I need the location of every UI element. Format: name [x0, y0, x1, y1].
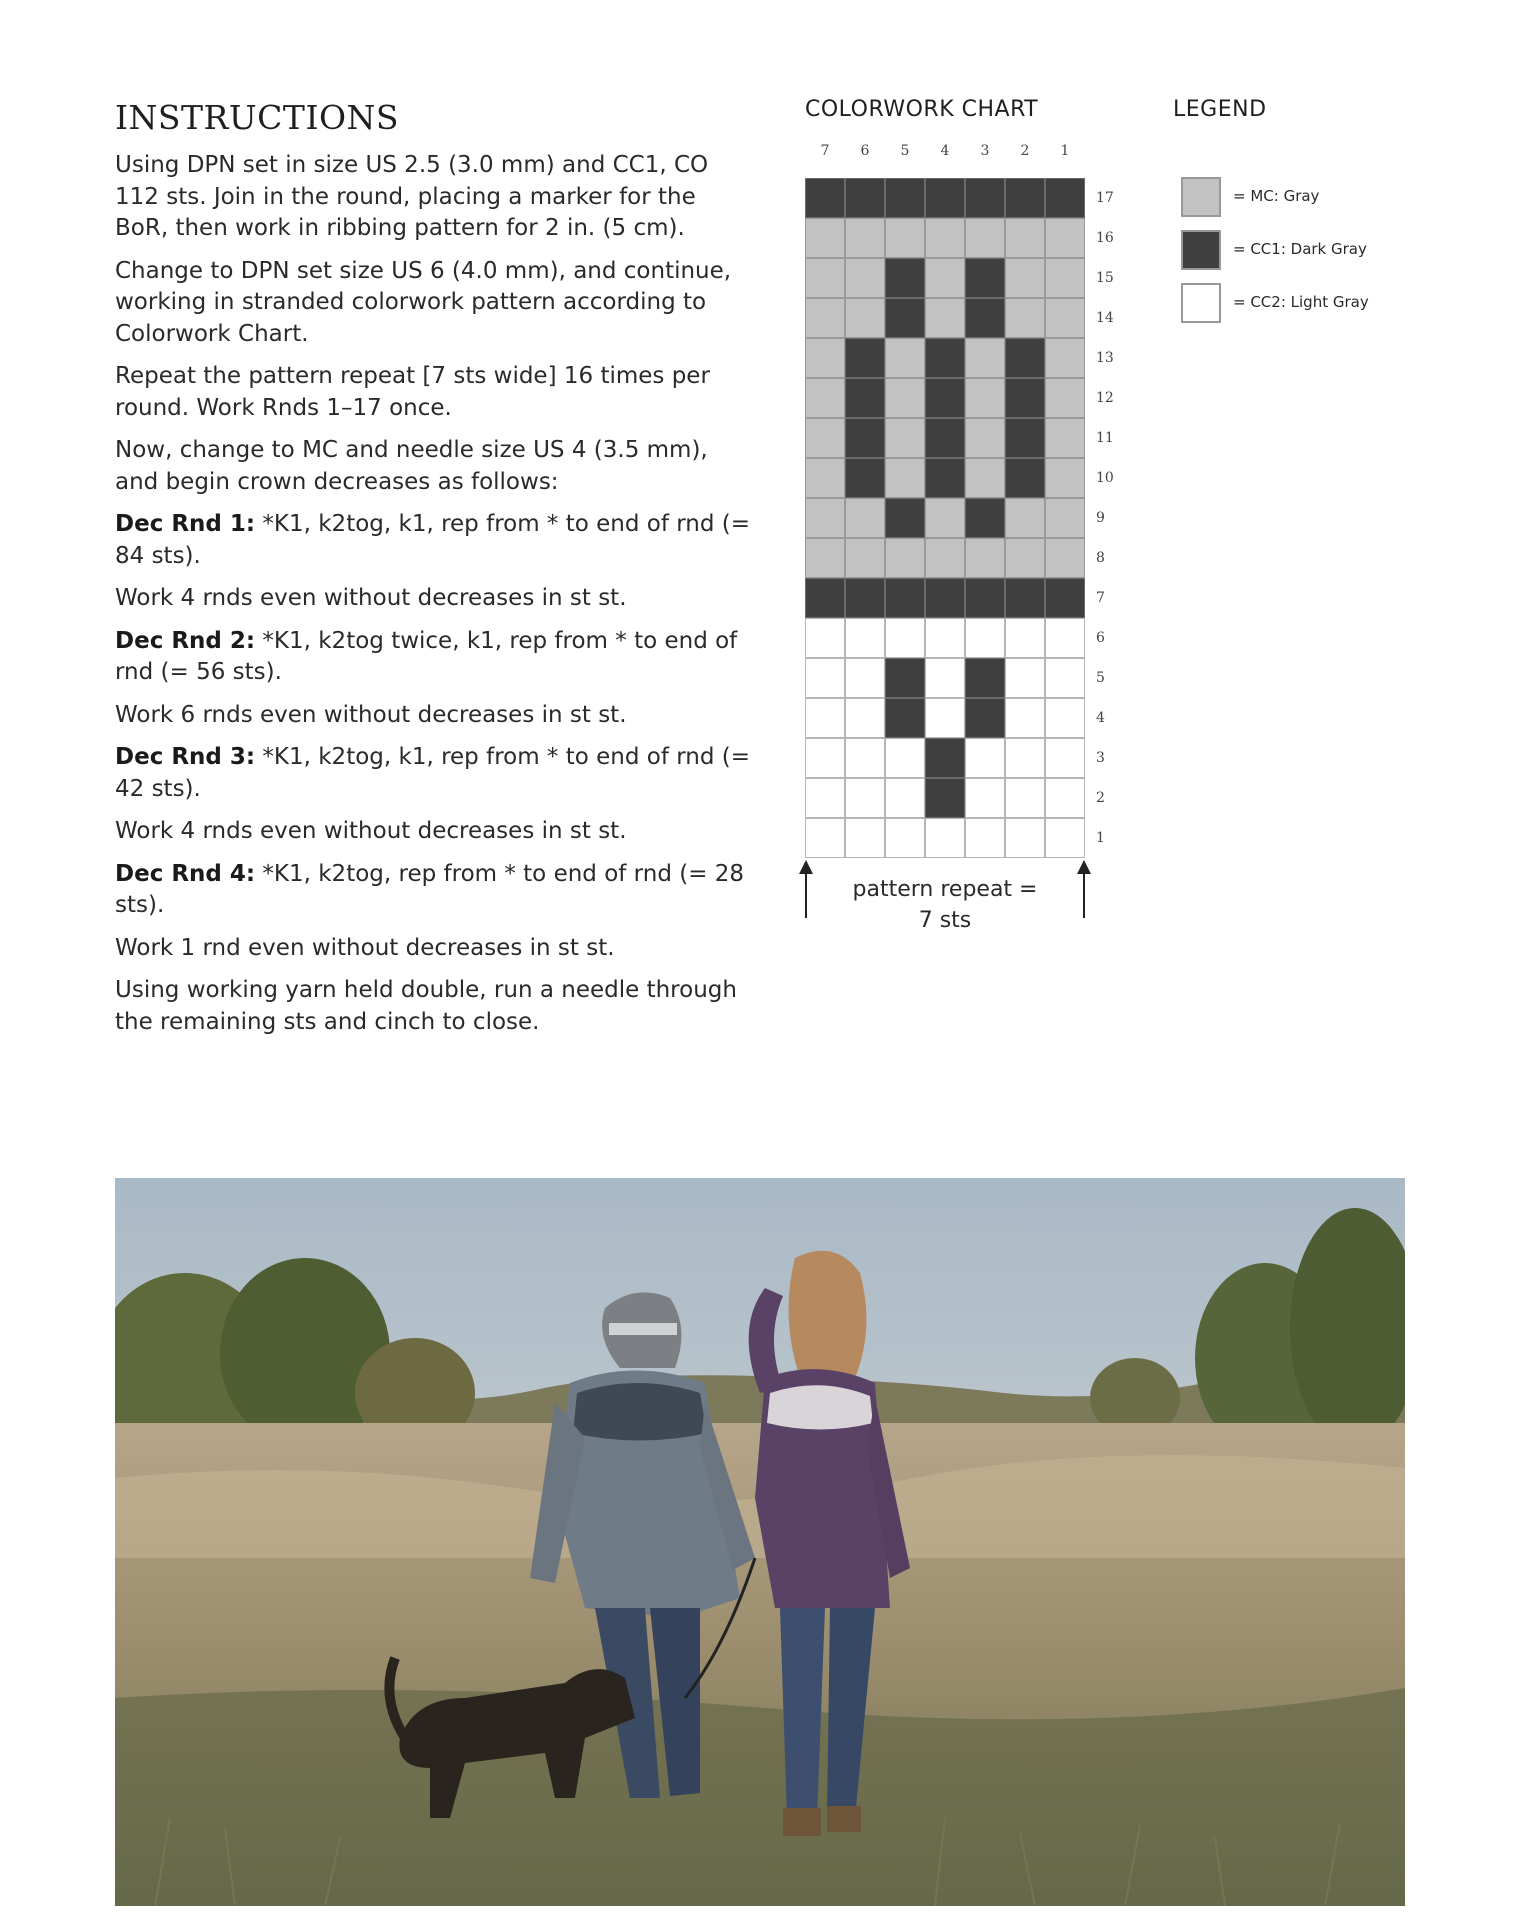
chart-cell	[805, 658, 845, 698]
chart-row-number: 5	[1096, 670, 1105, 686]
legend-label-mc: = MC: Gray	[1233, 187, 1320, 205]
chart-row-number: 11	[1096, 430, 1114, 446]
chart-row-number: 15	[1096, 270, 1114, 286]
instructions-body	[115, 150, 755, 1038]
chart-cell	[965, 458, 1005, 498]
instructions-title: INSTRUCTIONS	[115, 98, 400, 137]
chart-cell	[925, 378, 965, 418]
chart-cell	[885, 298, 925, 338]
chart-cell	[1005, 618, 1045, 658]
chart-cell	[1005, 298, 1045, 338]
chart-cell	[845, 618, 885, 658]
chart-cell	[965, 178, 1005, 218]
chart-cell	[805, 698, 845, 738]
instruction-step-label: Dec Rnd 4:	[115, 860, 256, 887]
chart-cell	[885, 258, 925, 298]
chart-column-number: 5	[900, 143, 910, 159]
chart-cell	[805, 298, 845, 338]
instruction-text: *K1, k2tog, k1, rep from * to end of rnd (= 42 sts).	[115, 744, 751, 802]
instruction-paragraph	[115, 509, 755, 572]
instruction-paragraph	[115, 150, 755, 245]
chart-cell	[1005, 218, 1045, 258]
chart-row-number: 8	[1096, 550, 1105, 566]
instruction-step-label: Dec Rnd 1:	[115, 511, 256, 538]
instruction-text: *K1, k2tog twice, k1, rep from * to end of rnd (= 56 sts).	[115, 627, 738, 686]
instruction-text: Repeat the pattern repeat [7 sts wide] 16 times per round. Work Rnds 1–17 once.	[115, 363, 710, 421]
chart-cell	[965, 738, 1005, 778]
chart-column-number: 3	[980, 143, 990, 159]
chart-cell	[925, 658, 965, 698]
repeat-end-arrow-icon	[1083, 864, 1085, 918]
instruction-text: Work 1 rnd even without decreases in st st.	[115, 934, 615, 961]
chart-cell	[965, 218, 1005, 258]
chart-cell	[1005, 538, 1045, 578]
chart-column-number: 1	[1060, 143, 1070, 159]
legend-swatch-cc1	[1181, 230, 1221, 270]
chart-cell	[845, 818, 885, 858]
chart-cell	[925, 698, 965, 738]
chart-cell	[845, 778, 885, 818]
chart-cell	[805, 338, 845, 378]
chart-cell	[805, 178, 845, 218]
chart-cell	[965, 818, 1005, 858]
chart-row-number: 2	[1096, 790, 1105, 806]
legend-swatch-cc2	[1181, 283, 1221, 323]
chart-column-number: 6	[860, 143, 870, 159]
chart-cell	[1045, 458, 1085, 498]
legend-label-cc1: = CC1: Dark Gray	[1233, 240, 1367, 258]
instruction-paragraph	[115, 975, 755, 1038]
chart-cell	[805, 578, 845, 618]
chart-row-number: 14	[1096, 310, 1114, 326]
chart-cell	[1045, 418, 1085, 458]
instructions-section	[115, 100, 755, 1049]
chart-cell	[805, 618, 845, 658]
chart-row-number: 10	[1096, 470, 1114, 486]
chart-cell	[1045, 738, 1085, 778]
chart-cell	[1045, 258, 1085, 298]
chart-column-number: 4	[940, 143, 950, 159]
instruction-paragraph	[115, 626, 755, 689]
chart-cell	[965, 498, 1005, 538]
chart-cell	[1045, 378, 1085, 418]
chart-cell	[805, 738, 845, 778]
chart-cell	[805, 378, 845, 418]
instruction-paragraph	[115, 700, 755, 732]
chart-cell	[1045, 698, 1085, 738]
chart-cell	[965, 658, 1005, 698]
chart-cell	[1005, 338, 1045, 378]
chart-cell	[805, 538, 845, 578]
chart-row-number: 3	[1096, 750, 1105, 766]
chart-title: COLORWORK CHART	[805, 97, 1039, 122]
instruction-paragraph	[115, 583, 755, 615]
chart-row-number: 13	[1096, 350, 1114, 366]
instruction-text: Work 4 rnds even without decreases in st st.	[115, 585, 627, 612]
chart-cell	[965, 538, 1005, 578]
chart-cell	[1005, 738, 1045, 778]
pattern-repeat-line2: 7 sts	[918, 908, 972, 933]
chart-cell	[845, 258, 885, 298]
field-scene-illustration	[115, 1178, 1405, 1906]
instruction-text: *K1, k2tog, k1, rep from * to end of rnd (= 84 sts).	[115, 511, 751, 569]
chart-cell	[1045, 578, 1085, 618]
chart-cell	[925, 338, 965, 378]
chart-cell	[925, 298, 965, 338]
chart-cell	[885, 698, 925, 738]
chart-cell	[1045, 338, 1085, 378]
chart-cell	[925, 178, 965, 218]
chart-cell	[885, 578, 925, 618]
instruction-paragraph	[115, 256, 755, 351]
instruction-text: Work 6 rnds even without decreases in st st.	[115, 701, 627, 728]
chart-cell	[925, 738, 965, 778]
chart-cell	[1005, 818, 1045, 858]
chart-cell	[885, 818, 925, 858]
chart-row-number: 7	[1096, 590, 1105, 606]
pattern-repeat-note	[840, 874, 1050, 936]
chart-cell	[925, 258, 965, 298]
chart-cell	[885, 778, 925, 818]
instruction-text: Using working yarn held double, run a needle through the remaining sts and cinch to close.	[115, 977, 737, 1035]
chart-row-number: 16	[1096, 230, 1114, 246]
chart-cell	[885, 738, 925, 778]
chart-cell	[1005, 178, 1045, 218]
chart-cell	[805, 778, 845, 818]
chart-row-number: 9	[1096, 510, 1105, 526]
chart-cell	[965, 298, 1005, 338]
chart-cell	[1005, 658, 1045, 698]
chart-cell	[845, 578, 885, 618]
chart-cell	[805, 258, 845, 298]
chart-cell	[925, 498, 965, 538]
chart-cell	[1045, 538, 1085, 578]
chart-cell	[925, 618, 965, 658]
chart-cell	[1005, 378, 1045, 418]
chart-row-number: 12	[1096, 390, 1114, 406]
chart-cell	[1045, 498, 1085, 538]
instruction-paragraph	[115, 859, 755, 922]
chart-cell	[1045, 818, 1085, 858]
chart-cell	[845, 178, 885, 218]
chart-cell	[965, 778, 1005, 818]
chart-cell	[965, 618, 1005, 658]
instruction-text: Now, change to MC and needle size US 4 (3.5 mm), and begin crown decreases as follows:	[115, 437, 708, 495]
chart-cell	[965, 698, 1005, 738]
chart-cell	[885, 418, 925, 458]
chart-cell	[805, 418, 845, 458]
chart-cell	[925, 418, 965, 458]
chart-cell	[805, 458, 845, 498]
chart-cell	[845, 738, 885, 778]
chart-cell	[845, 218, 885, 258]
chart-cell	[845, 298, 885, 338]
chart-cell	[845, 658, 885, 698]
chart-cell	[925, 578, 965, 618]
colorwork-chart-grid	[805, 178, 1085, 858]
instruction-paragraph	[115, 361, 755, 424]
chart-row-number: 4	[1096, 710, 1105, 726]
chart-column-number: 7	[820, 143, 830, 159]
chart-cell	[845, 338, 885, 378]
instruction-paragraph	[115, 742, 755, 805]
instruction-paragraph	[115, 933, 755, 965]
chart-cell	[885, 338, 925, 378]
chart-cell	[885, 218, 925, 258]
legend-title: LEGEND	[1173, 97, 1267, 122]
chart-cell	[1005, 698, 1045, 738]
instruction-step-label: Dec Rnd 3:	[115, 744, 256, 771]
instruction-paragraph	[115, 435, 755, 498]
chart-cell	[1005, 578, 1045, 618]
pattern-repeat-line1: pattern repeat =	[852, 877, 1038, 902]
legend-label-cc2: = CC2: Light Gray	[1233, 293, 1369, 311]
chart-cell	[805, 218, 845, 258]
chart-cell	[1005, 458, 1045, 498]
chart-cell	[965, 578, 1005, 618]
chart-cell	[845, 538, 885, 578]
chart-cell	[885, 658, 925, 698]
chart-cell	[925, 538, 965, 578]
chart-column-number: 2	[1020, 143, 1030, 159]
chart-row-numbers	[1096, 178, 1126, 858]
chart-cell	[1005, 258, 1045, 298]
chart-cell	[925, 458, 965, 498]
chart-cell	[925, 778, 965, 818]
chart-cell	[1005, 778, 1045, 818]
chart-row-number: 17	[1096, 190, 1114, 206]
chart-cell	[965, 258, 1005, 298]
chart-row-number: 6	[1096, 630, 1105, 646]
chart-cell	[845, 698, 885, 738]
chart-cell	[925, 218, 965, 258]
instruction-step-label: Dec Rnd 2:	[115, 627, 256, 654]
chart-cell	[805, 498, 845, 538]
chart-cell	[885, 618, 925, 658]
chart-cell	[925, 818, 965, 858]
instruction-text: Using DPN set in size US 2.5 (3.0 mm) and CC1, CO 112 sts. Join in the round, placing a marker for the BoR, then work in ribbing pattern for 2 in. (5 cm).	[115, 152, 709, 242]
chart-row-number: 1	[1096, 830, 1105, 846]
legend-swatch-mc	[1181, 177, 1221, 217]
chart-column-numbers	[805, 143, 1085, 165]
chart-cell	[805, 818, 845, 858]
chart-cell	[1045, 778, 1085, 818]
chart-cell	[965, 418, 1005, 458]
instruction-text: *K1, k2tog, rep from * to end of rnd (= 28 sts).	[115, 860, 745, 919]
repeat-start-arrow-icon	[805, 864, 807, 918]
chart-cell	[1045, 658, 1085, 698]
chart-cell	[965, 378, 1005, 418]
chart-cell	[845, 458, 885, 498]
instruction-text: Change to DPN set size US 6 (4.0 mm), and continue, working in stranded colorwork pattern according to Colorwork Chart.	[115, 257, 732, 347]
chart-cell	[1005, 498, 1045, 538]
chart-cell	[1045, 618, 1085, 658]
chart-cell	[1005, 418, 1045, 458]
chart-cell	[885, 378, 925, 418]
chart-cell	[965, 338, 1005, 378]
chart-cell	[885, 498, 925, 538]
chart-cell	[1045, 178, 1085, 218]
chart-cell	[885, 178, 925, 218]
instruction-paragraph	[115, 816, 755, 848]
instruction-text: Work 4 rnds even without decreases in st st.	[115, 818, 627, 845]
chart-cell	[1045, 218, 1085, 258]
chart-cell	[885, 538, 925, 578]
chart-cell	[845, 418, 885, 458]
lifestyle-photo	[115, 1178, 1405, 1906]
chart-cell	[1045, 298, 1085, 338]
chart-cell	[845, 498, 885, 538]
chart-cell	[885, 458, 925, 498]
chart-cell	[845, 378, 885, 418]
